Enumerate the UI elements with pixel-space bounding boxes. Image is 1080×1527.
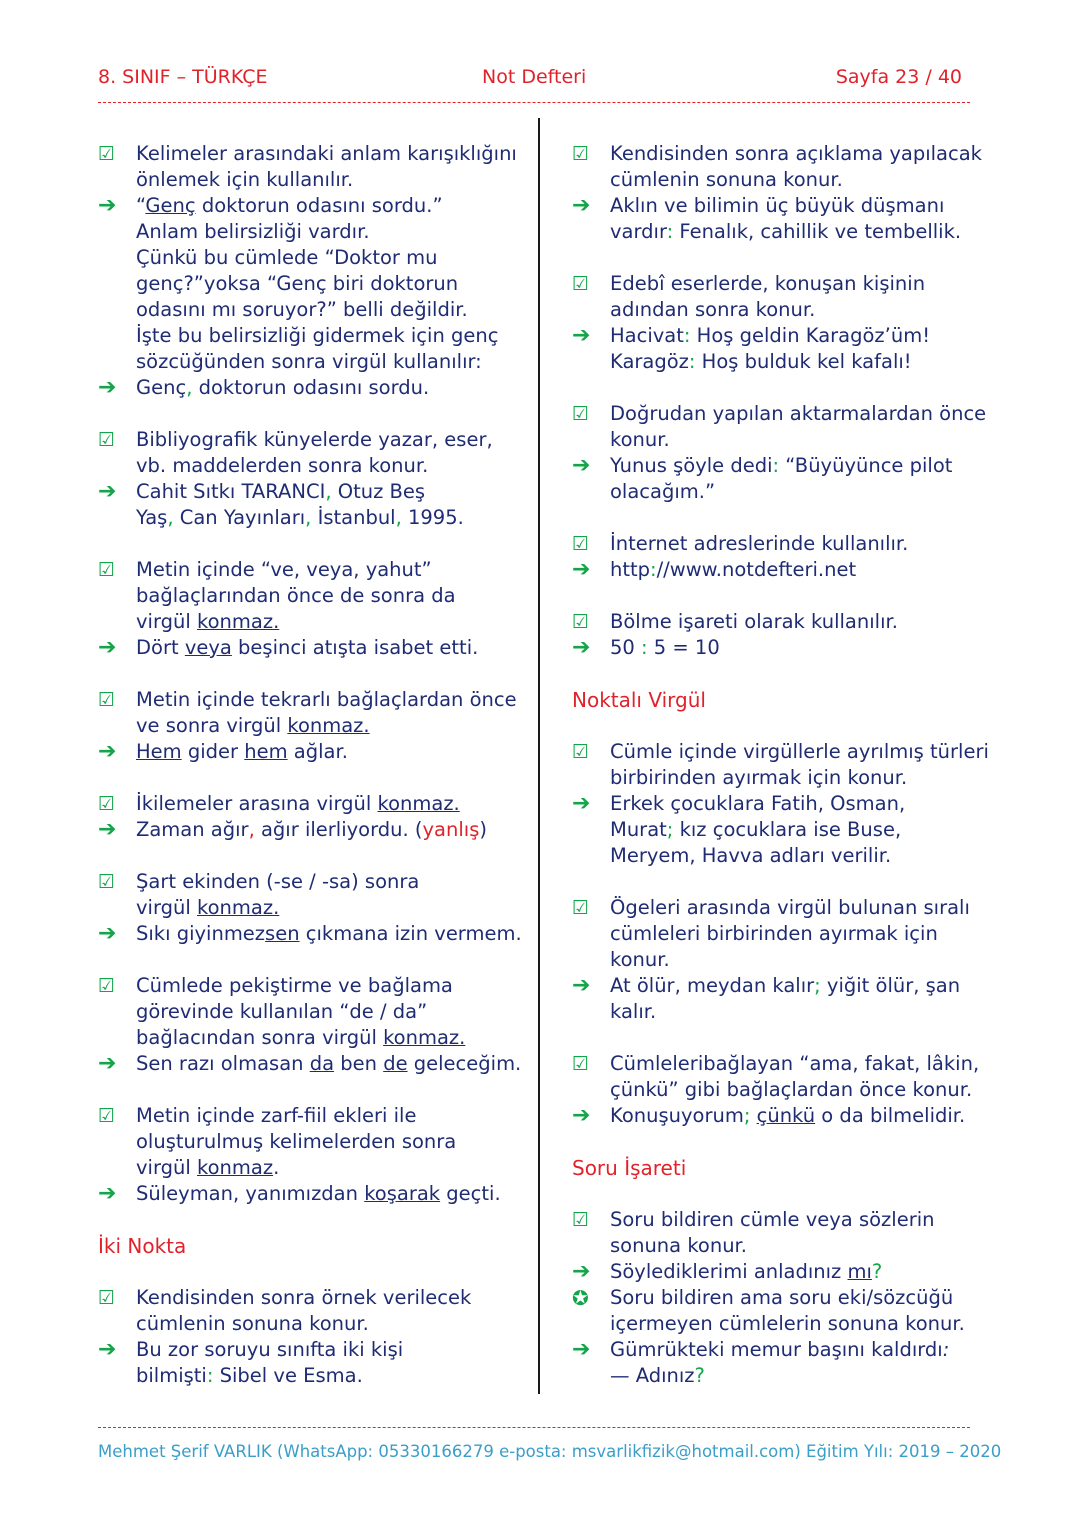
rule-line: ☑ Bibliyografik künyelerde yazar, eser, [98,428,493,451]
check-icon: ☑ [98,429,116,451]
arrow-icon: ➔ [572,635,591,660]
example-line: ➔ Aklın ve bilimin üç büyük düşmanı [572,193,945,218]
arrow-icon: ➔ [98,739,117,764]
rule-line: ☑ Kendisinden sonra örnek verilecek [98,1286,472,1309]
example-line: ➔ Genç, doktorun odasını sordu. [98,375,430,400]
arrow-icon: ➔ [572,1259,591,1284]
arrow-icon: ➔ [98,1337,117,1362]
rule-line: ☑ Cümleleribağlayan “ama, fakat, lâkin, [572,1052,980,1075]
header-page-number: Sayfa 23 / 40 [835,66,962,88]
arrow-icon: ➔ [98,921,117,946]
footer-credits: Mehmet Şerif VARLIK (WhatsApp: 05330166279 e-posta: msvarlikfizik@hotmail.com) Eğitim Yılı: 2019 – 2020 [98,1442,1002,1461]
rule-block [572,609,982,661]
arrow-icon: ➔ [572,973,591,998]
check-icon: ☑ [98,975,116,997]
rule-block: ☑ Ögeleri arasında virgül bulunan sıralı cümleleri birbirinden ayırmak için konur. ➔ At ölür, meydan kalır; yiğit ölür, şan kalır. [572,895,982,1025]
example-line: ➔ Sıkı giyinmezsen çıkmana izin vermem. [98,921,522,946]
arrow-icon: ➔ [98,375,117,400]
example-line: ➔ Zaman ağır, ağır ilerliyordu. (yanlış) [98,817,487,842]
example-line: ➔ Sen razı olmasan da ben de geleceğim. [98,1051,522,1076]
rule-line: ☑ İkilemeler arasına virgül konmaz. [98,792,460,815]
rule-line: ☑ Cümle içinde virgüllerle ayrılmış türleri [572,740,989,763]
arrow-icon: ➔ [98,1051,117,1076]
section-title-iki-nokta: İki Nokta [98,1234,187,1258]
rule-block: ☑ Kendisinden sonra açıklama yapılacak cümlenin sonuna konur. ➔ Aklın ve bilimin üç büyük düşmanı vardır: Fenalık, cahillik ve tembellik. [572,142,982,243]
rule-line: ☑ Cümlede pekiştirme ve bağlama [98,974,453,997]
example-line: ➔ 50 : 5 = 10 [572,635,720,660]
example-line: ➔ Cahit Sıtkı TARANCI, Otuz Beş [98,479,426,504]
rule-block: ☑ Şart ekinden (-se / -sa) sonra virgül konmaz. ➔ Sıkı giyinmezsen çıkmana izin vermem. [98,869,528,947]
rule-line: ☑ Bölme işareti olarak kullanılır. [572,610,898,633]
rule-line: ☑ Edebî eserlerde, konuşan kişinin [572,272,926,295]
check-icon: ☑ [572,403,590,425]
rule-block: ☑ Bibliyografik künyelerde yazar, eser, vb. maddelerden sonra konur. ➔ Cahit Sıtkı TARANCI, Otuz Beş Yaş, Can Yayınları, İstanbul, 1995. [98,427,528,531]
arrow-icon: ➔ [572,193,591,218]
check-icon: ☑ [572,273,590,295]
example-line: ➔ Hem gider hem ağlar. [98,739,348,764]
example-line: ➔ At ölür, meydan kalır; yiğit ölür, şan [572,973,961,998]
example-line: ➔ Dört veya beşinci atışta isabet etti. [98,635,479,660]
arrow-icon: ➔ [98,479,117,504]
check-icon: ☑ [572,143,590,165]
check-icon: ☑ [572,533,590,555]
arrow-icon: ➔ [98,635,117,660]
rule-block: ☑ Cümle içinde virgüllerle ayrılmış türleri birbirinden ayırmak için konur. ➔ Erkek çocuklara Fatih, Osman, Murat; kız çocuklara ise Buse, Meryem, Havva adları verilir. [572,740,989,867]
rule-block: ☑ Metin içinde tekrarlı bağlaçlardan önce ve sonra virgül konmaz. ➔ Hem gider hem ağlar. [98,687,528,765]
example-line: ➔ Söylediklerimi anladınız mı? [572,1259,883,1284]
rule-block [572,531,982,583]
check-icon: ☑ [98,1105,116,1127]
rule-line: ☑ Doğrudan yapılan aktarmalardan önce [572,402,987,425]
arrow-icon: ➔ [572,791,591,816]
rule-block: ☑ Metin içinde zarf-fiil ekleri ile oluşturulmuş kelimelerden sonra virgül konmaz. ➔ Süleyman, yanımızdan koşarak geçti. [98,1103,528,1207]
example-line: ➔ http://www.notdefteri.net [572,557,857,582]
left-column [98,141,528,1415]
rule-line: ☑ Metin içinde tekrarlı bağlaçlardan önce [98,688,517,711]
rule-block: ☑ Edebî eserlerde, konuşan kişinin adından sonra konur. ➔ Hacivat: Hoş geldin Karagöz’üm! Karagöz: Hoş bulduk kel kafalı! [572,271,982,375]
note-line: ✪ Soru bildiren ama soru eki/sözcüğü [572,1286,954,1310]
example-line: ➔ Erkek çocuklara Fatih, Osman, [572,791,906,816]
rule-line: ☑ Soru bildiren cümle veya sözlerin [572,1208,935,1231]
header-center-title: Not Defteri [482,66,587,88]
check-icon: ☑ [98,143,116,165]
check-icon: ☑ [572,897,590,919]
check-icon: ☑ [98,559,116,581]
check-icon: ☑ [572,1053,590,1075]
check-icon: ☑ [98,871,116,893]
rule-line: ☑ Ögeleri arasında virgül bulunan sıralı [572,896,970,919]
rule-line: ☑ Kelimeler arasındaki anlam karışıklığını [98,142,517,165]
example-line: ➔ Bu zor soruyu sınıfta iki kişi [98,1337,404,1362]
example-line: ➔ Hacivat: Hoş geldin Karagöz’üm! [572,323,931,348]
example-line: ➔ Yunus şöyle dedi: “Büyüyünce pilot [572,453,953,478]
rule-line: ☑ Şart ekinden (-se / -sa) sonra [98,870,420,893]
arrow-icon: ➔ [572,557,591,582]
rule-block: ☑ Metin içinde “ve, veya, yahut” bağlaçlarından önce de sonra da virgül konmaz. ➔ Dört veya beşinci atışta isabet etti. [98,557,528,661]
rule-line: ☑ İnternet adreslerinde kullanılır. [572,532,909,555]
section-title-noktali-virgul: Noktalı Virgül [572,688,706,712]
check-icon: ☑ [98,689,116,711]
check-icon: ☑ [572,1209,590,1231]
check-icon: ☑ [98,1287,116,1309]
section-title-soru-isareti: Soru İşareti [572,1156,687,1180]
rule-block: ☑ Cümlede pekiştirme ve bağlama görevinde kullanılan “de / da” bağlacından sonra virgül konmaz. ➔ Sen razı olmasan da ben de geleceğim. [98,973,528,1077]
arrow-icon: ➔ [572,1337,591,1362]
check-icon: ☑ [98,793,116,815]
rule-line: ☑ Kendisinden sonra açıklama yapılacak [572,142,982,165]
rule-block [98,791,528,843]
footer-divider [98,1427,970,1428]
rule-line: ☑ Metin içinde “ve, veya, yahut” [98,558,432,581]
rule-block: ☑ Kelimeler arasındaki anlam karışıklığını önlemek için kullanılır. ➔ “Genç doktorun odasını sordu.” Anlam belirsizliği vardır. Çünkü bu cümlede “Doktor mu genç?”yoksa “Genç biri doktorun odasını mı soruyor?” belli değildir. İşte bu belirsizliği gidermek için genç sözcüğünden sonra virgül kullanılır: ➔ Genç, doktorun odasını sordu. [98,141,528,401]
arrow-icon: ➔ [98,817,117,842]
right-column [572,141,989,1415]
arrow-icon: ➔ [98,1181,117,1206]
rule-block: ☑ Doğrudan yapılan aktarmalardan önce konur. ➔ Yunus şöyle dedi: “Büyüyünce pilot olacağım.” [572,402,987,503]
example-line: ➔ Süleyman, yanımızdan koşarak geçti. [98,1181,501,1206]
rule-block: ☑ Cümleleribağlayan “ama, fakat, lâkin, çünkü” gibi bağlaçlardan önce konur. ➔ Konuşuyorum; çünkü o da bilmelidir. [572,1051,982,1129]
arrow-icon: ➔ [572,453,591,478]
rule-block: ☑ Soru bildiren cümle veya sözlerin sonuna konur. ➔ Söylediklerimi anladınız mı? ✪ Soru bildiren ama soru eki/sözcüğü içermeyen cümlelerin sonuna konur. ➔ Gümrükteki memur başını kaldırdı: — Adınız? [572,1207,982,1389]
arrow-icon: ➔ [572,1103,591,1128]
example-line: ➔ “Genç doktorun odasını sordu.” [98,193,443,218]
arrow-icon: ➔ [572,323,591,348]
example-line: ➔ Konuşuyorum; çünkü o da bilmelidir. [572,1103,966,1128]
header-divider [98,102,970,103]
rule-block: ☑ Kendisinden sonra örnek verilecek cümlenin sonuna konur. ➔ Bu zor soruyu sınıfta iki kişi bilmişti: Sibel ve Esma. [98,1285,528,1389]
check-icon: ☑ [572,611,590,633]
arrow-icon: ➔ [98,193,117,218]
star-icon: ✪ [572,1286,589,1310]
header-left-title: 8. SINIF – TÜRKÇE [98,66,268,88]
example-line: ➔ Gümrükteki memur başını kaldırdı: [572,1337,950,1362]
column-divider [538,118,540,1394]
check-icon: ☑ [572,741,590,763]
rule-line: ☑ Metin içinde zarf-fiil ekleri ile [98,1104,417,1127]
